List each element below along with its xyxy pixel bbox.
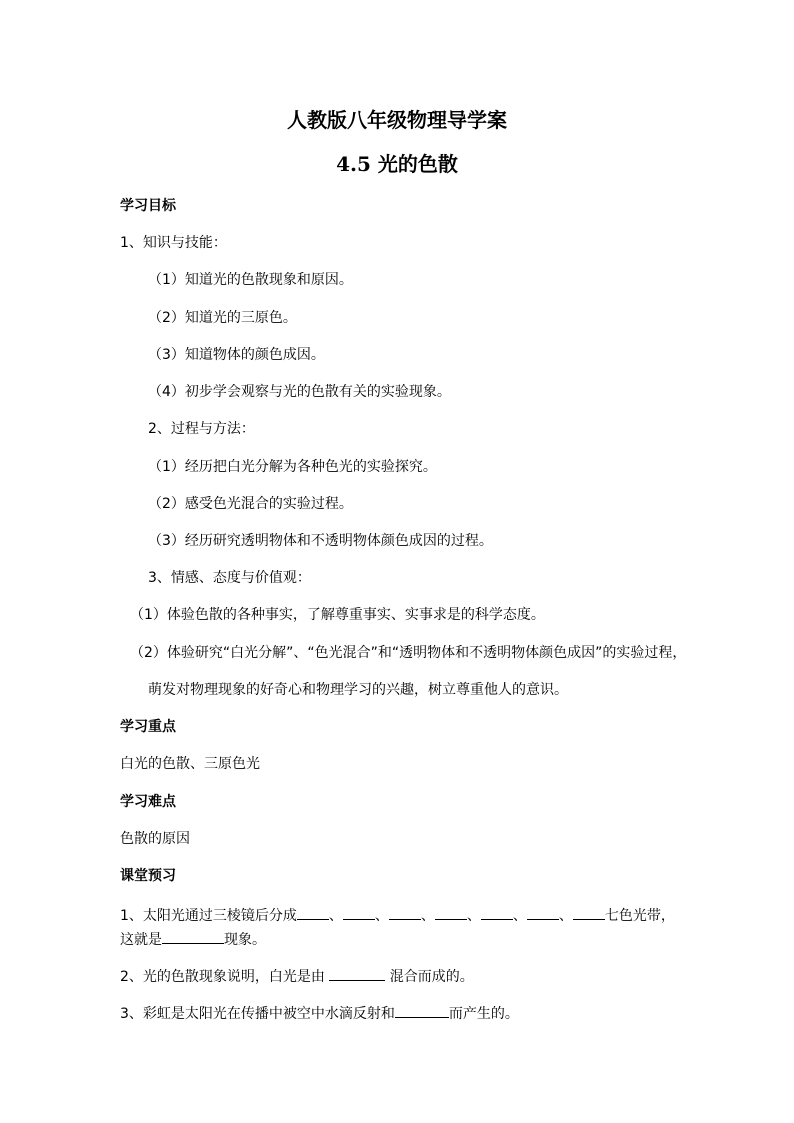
knowledge-item-1: （1）知道光的色散现象和原因。 bbox=[148, 272, 353, 288]
q1-sep-5: 、 bbox=[512, 908, 527, 924]
emotion-attitude: 3、情感、态度与价值观： bbox=[148, 570, 311, 586]
q1-sep-4: 、 bbox=[466, 908, 481, 924]
emotion-item-1: （1）体验色散的各种事实，了解尊重事实、实事求是的科学态度。 bbox=[130, 607, 545, 623]
heading-preview: 课堂预习 bbox=[120, 868, 176, 884]
q1-sep-3: 、 bbox=[420, 908, 435, 924]
process-item-3: （3）经历研究透明物体和不透明物体颜色成因的过程。 bbox=[148, 533, 493, 549]
q1-blank-2[interactable] bbox=[343, 905, 375, 920]
q1b-text: 这就是 bbox=[120, 932, 162, 948]
heading-keypoints: 学习重点 bbox=[120, 719, 176, 735]
knowledge-item-3: （3）知道物体的颜色成因。 bbox=[148, 347, 325, 363]
question-1 bbox=[120, 905, 675, 925]
heading-goals: 学习目标 bbox=[120, 198, 176, 214]
q1b-end: 现象。 bbox=[224, 932, 266, 948]
question-2 bbox=[120, 966, 474, 986]
heading-difficulty: 学习难点 bbox=[120, 794, 176, 810]
q3-blank[interactable] bbox=[395, 1003, 449, 1018]
q1-blank-7[interactable] bbox=[573, 905, 605, 920]
doc-title: 人教版八年级物理导学案 bbox=[287, 108, 507, 132]
q1b-blank[interactable] bbox=[162, 929, 224, 944]
knowledge-item-2: （2）知道光的三原色。 bbox=[148, 310, 297, 326]
question-3 bbox=[120, 1003, 519, 1023]
q1-blank-1[interactable] bbox=[297, 905, 329, 920]
q1-text: 1、太阳光通过三棱镜后分成 bbox=[120, 908, 297, 924]
q1-blank-6[interactable] bbox=[527, 905, 559, 920]
q1-end: 七色光带， bbox=[604, 908, 675, 924]
question-1-cont bbox=[120, 929, 266, 949]
knowledge-item-4: （4）初步学会观察与光的色散有关的实验现象。 bbox=[148, 384, 451, 400]
difficulty-text: 色散的原因 bbox=[120, 831, 190, 847]
emotion-item-2: （2）体验研究“白光分解”、“色光混合”和“透明物体和不透明物体颜色成因”的实验过程， bbox=[130, 645, 687, 661]
q2-blank[interactable] bbox=[329, 966, 385, 981]
q1-blank-4[interactable] bbox=[435, 905, 467, 920]
q2-text: 2、光的色散现象说明，白光是由 bbox=[120, 969, 330, 985]
q3-text: 3、彩虹是太阳光在传播中被空中水滴反射和 bbox=[120, 1006, 395, 1022]
emotion-item-2-cont: 萌发对物理现象的好奇心和物理学习的兴趣，树立尊重他人的意识。 bbox=[148, 682, 568, 698]
q1-sep-2: 、 bbox=[374, 908, 389, 924]
knowledge-skills: 1、知识与技能： bbox=[120, 235, 227, 251]
q1-blank-5[interactable] bbox=[481, 905, 513, 920]
q1-blank-3[interactable] bbox=[389, 905, 421, 920]
q1-sep-1: 、 bbox=[328, 908, 343, 924]
process-method: 2、过程与方法： bbox=[148, 421, 255, 437]
process-item-1: （1）经历把白光分解为各种色光的实验探究。 bbox=[148, 459, 437, 475]
q3-end: 而产生的。 bbox=[448, 1006, 519, 1022]
q2-end: 混合而成的。 bbox=[385, 969, 474, 985]
process-item-2: （2）感受色光混合的实验过程。 bbox=[148, 496, 353, 512]
keypoints-text: 白光的色散、三原色光 bbox=[120, 756, 260, 772]
q1-sep-6: 、 bbox=[558, 908, 573, 924]
doc-subtitle: 4.5 光的色散 bbox=[336, 152, 458, 176]
